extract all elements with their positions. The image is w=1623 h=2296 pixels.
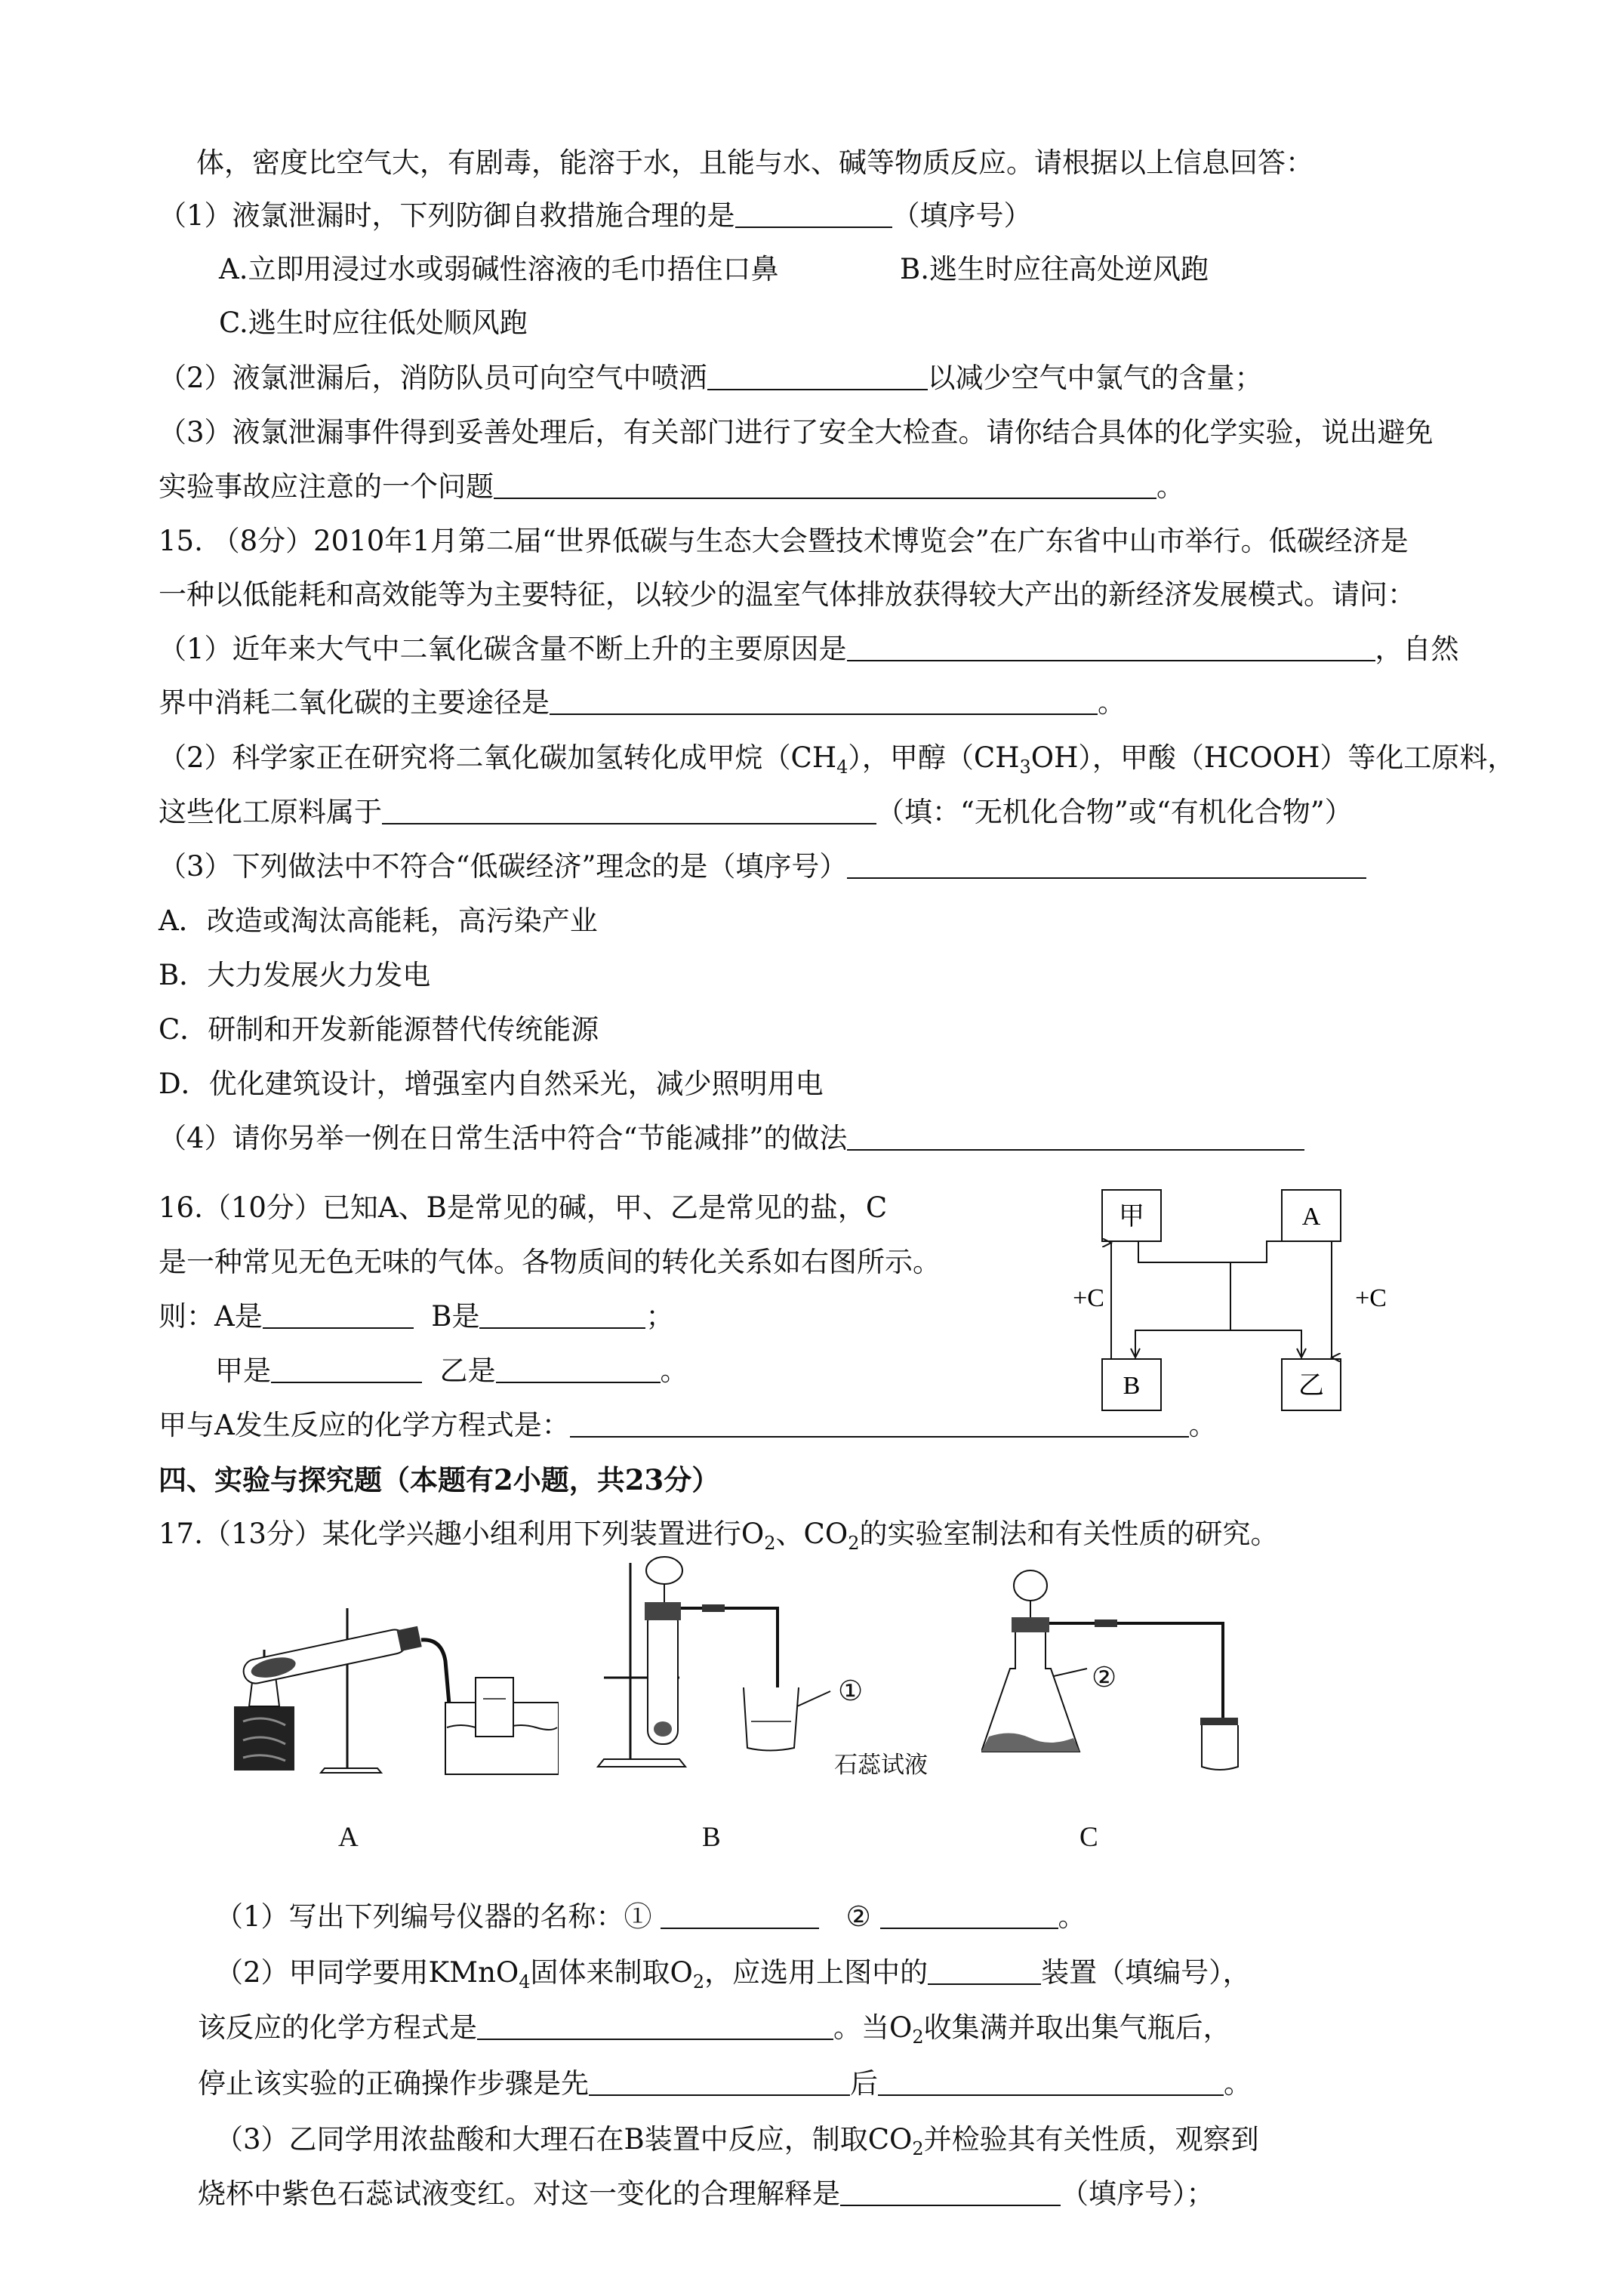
q17-title: 17.（13分）某化学兴趣小组利用下列装置进行$O_2$、$CO_2$的实验室制法和有关性质的研究。 bbox=[159, 1518, 1279, 1554]
answer-blank[interactable] bbox=[382, 797, 876, 824]
q15-title: 15. （8分）2010年1月第二届“世界低碳与生态大会暨技术博览会”在广东省中山市举行。低碳经济是 bbox=[159, 525, 1409, 557]
q16-equation: 甲与A发生反应的化学方程式是： 。 bbox=[159, 1409, 1217, 1441]
q17-2: （2）甲同学要用KMnO$_4$固体来制取$O_2$，应选用上图中的 装置（填编号）， bbox=[215, 1956, 1251, 1992]
apparatus-a bbox=[226, 1593, 559, 1789]
option-line: C.逃生时应往低处顺风跑 bbox=[219, 307, 528, 339]
text-line: 这些化工原料属于 （填：“无机化合物”或“有机化合物”） bbox=[159, 796, 1353, 828]
answer-blank[interactable] bbox=[589, 2069, 850, 2096]
answer-blank[interactable] bbox=[550, 688, 1098, 715]
text-line: 烧杯中紫色石蕊试液变红。对这一变化的合理解释是 （填序号）； bbox=[198, 2177, 1215, 2210]
text-line: 停止该实验的正确操作步骤是先 后 。 bbox=[198, 2067, 1252, 2100]
label-plus-c: +C bbox=[1355, 1284, 1387, 1312]
answer-blank[interactable] bbox=[878, 2069, 1224, 2096]
text-line: 体，密度比空气大，有剧毒，能溶于水，且能与水、碱等物质反应。请根据以上信息回答： bbox=[196, 146, 1313, 179]
option-line: D．优化建筑设计，增强室内自然采光，减少照明用电 bbox=[159, 1068, 824, 1100]
answer-blank[interactable] bbox=[496, 1356, 661, 1383]
answer-blank[interactable] bbox=[840, 2179, 1061, 2206]
conversion-diagram bbox=[1072, 1178, 1404, 1427]
q16-blanks: 甲是 乙是 。 bbox=[215, 1354, 688, 1387]
answer-blank[interactable] bbox=[735, 201, 892, 228]
litmus-label: 石蕊试液 bbox=[834, 1752, 928, 1779]
option-line: A．改造或淘汰高能耗，高污染产业 bbox=[159, 905, 598, 937]
answer-blank[interactable] bbox=[847, 852, 1366, 879]
q14-1: （1）液氯泄漏时，下列防御自救措施合理的是 （填序号） bbox=[159, 199, 1032, 232]
text-line: 一种以低能耗和高效能等为主要特征，以较少的温室气体排放获得较大产出的新经济发展模式。请问： bbox=[159, 578, 1415, 611]
answer-blank[interactable] bbox=[880, 1902, 1058, 1929]
label-plus-c: +C bbox=[1073, 1284, 1104, 1312]
q15-1: （1）近年来大气中二氧化碳含量不断上升的主要原因是 ，自然 bbox=[159, 633, 1459, 665]
label-apparatus-b: B bbox=[702, 1822, 721, 1853]
text-line: 界中消耗二氧化碳的主要途径是 。 bbox=[159, 686, 1126, 719]
q15-2: （2）科学家正在研究将二氧化碳加氢转化成甲烷$(CH_4)$，甲醇$(CH_3OH)$，甲酸（HCOOH）等化工原料， bbox=[159, 741, 1516, 778]
label-jia: 甲 bbox=[1119, 1201, 1144, 1231]
label-apparatus-a: A bbox=[338, 1822, 359, 1853]
q14-2: （2）液氯泄漏后，消防队员可向空气中喷洒 以减少空气中氯气的含量； bbox=[159, 362, 1263, 394]
apparatus-c bbox=[981, 1548, 1253, 1774]
option-line: A.立即用浸过水或弱碱性溶液的毛巾捂住口鼻 bbox=[219, 253, 779, 285]
answer-blank[interactable] bbox=[494, 472, 1156, 499]
marker-2: ② bbox=[1092, 1663, 1117, 1693]
section-heading: 四、实验与探究题（本题有2小题，共23分） bbox=[159, 1463, 720, 1496]
q17-1: （1）写出下列编号仪器的名称：① ② 。 bbox=[215, 1900, 1086, 1933]
answer-blank[interactable] bbox=[661, 1902, 819, 1929]
answer-blank[interactable] bbox=[847, 634, 1375, 661]
label-apparatus-c: C bbox=[1079, 1822, 1098, 1853]
option-line: B.逃生时应往高处逆风跑 bbox=[900, 253, 1209, 285]
option-line: C．研制和开发新能源替代传统能源 bbox=[159, 1013, 599, 1046]
answer-blank[interactable] bbox=[847, 1123, 1304, 1151]
q16-title: 16.（10分）已知A、B是常见的碱，甲、乙是常见的盐，C bbox=[159, 1191, 888, 1224]
answer-blank[interactable] bbox=[479, 1302, 645, 1329]
answer-blank[interactable] bbox=[707, 363, 928, 390]
apparatus-b bbox=[596, 1548, 951, 1774]
text-line: 是一种常见无色无味的气体。各物质间的转化关系如右图所示。 bbox=[159, 1246, 941, 1278]
answer-blank[interactable] bbox=[477, 2013, 833, 2040]
label-b: B bbox=[1123, 1372, 1141, 1400]
text-line: 该反应的化学方程式是 。当$O_2$收集满并取出集气瓶后， bbox=[198, 2011, 1231, 2048]
answer-blank[interactable] bbox=[263, 1302, 414, 1329]
option-line: B．大力发展火力发电 bbox=[159, 959, 431, 991]
q15-4: （4）请你另举一例在日常生活中符合“节能减排”的做法 bbox=[159, 1120, 1304, 1157]
q16-blanks: 则：A是 B是 ； bbox=[159, 1300, 674, 1333]
label-a: A bbox=[1301, 1203, 1321, 1231]
text-line: 实验事故应注意的一个问题 。 bbox=[159, 470, 1184, 503]
answer-blank[interactable] bbox=[928, 1958, 1041, 1985]
q17-3: （3）乙同学用浓盐酸和大理石在B装置中反应，制取$CO_2$并检验其有关性质，观察到 bbox=[215, 2123, 1259, 2159]
answer-blank[interactable] bbox=[271, 1356, 422, 1383]
label-yi: 乙 bbox=[1298, 1370, 1324, 1401]
marker-1: ① bbox=[838, 1676, 864, 1707]
q14-3: （3）液氯泄漏事件得到妥善处理后，有关部门进行了安全大检查。请你结合具体的化学实验，说出避免 bbox=[159, 416, 1434, 448]
q15-3: （3）下列做法中不符合“低碳经济”理念的是（填序号） bbox=[159, 849, 1366, 885]
